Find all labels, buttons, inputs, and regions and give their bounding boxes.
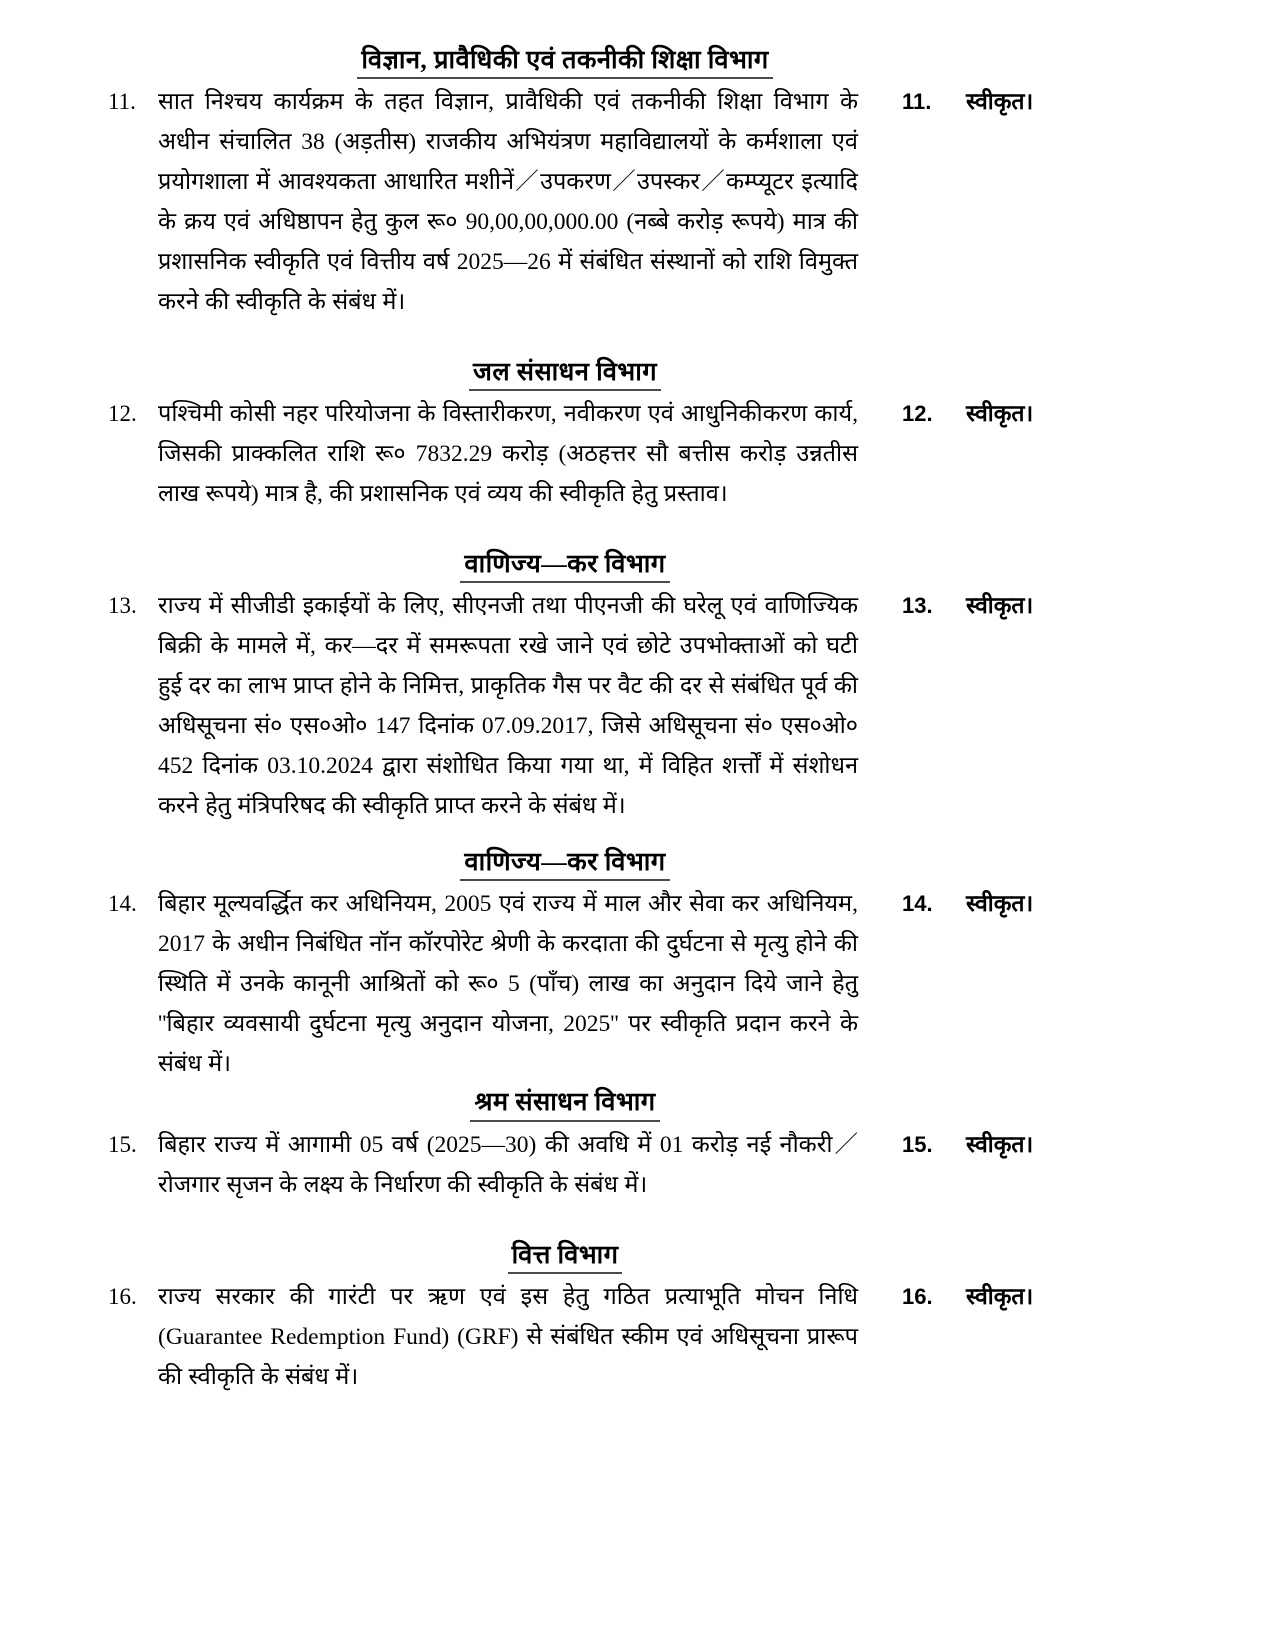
status-badge-12: स्वीकृत। xyxy=(966,401,1034,427)
status-cell-15 xyxy=(858,1125,1185,1165)
department-heading-16 xyxy=(215,1239,915,1275)
item-body-11 xyxy=(158,82,858,322)
item-number-16: 16. xyxy=(108,1283,137,1309)
item-number-11: 11. xyxy=(108,89,136,115)
status-cell-11 xyxy=(858,82,1185,122)
department-heading-11-text: विज्ञान, प्रावैधिकी एवं तकनीकी शिक्षा विभाग xyxy=(357,44,772,79)
agenda-entry-12 xyxy=(90,356,1185,514)
agenda-entry-14 xyxy=(90,846,1185,1084)
status-number-15: 15. xyxy=(902,1131,933,1157)
entry-row-13 xyxy=(90,586,1185,826)
spacer xyxy=(90,1205,1185,1239)
status-badge-15: स्वीकृत। xyxy=(966,1131,1034,1157)
item-number-15: 15. xyxy=(108,1131,137,1157)
entry-row-11 xyxy=(90,82,1185,322)
status-cell-13 xyxy=(858,586,1185,626)
department-heading-14 xyxy=(215,846,915,882)
status-number-14: 14. xyxy=(902,891,933,917)
entry-row-14 xyxy=(90,884,1185,1084)
status-badge-16: स्वीकृत। xyxy=(966,1283,1034,1309)
entry-row-15 xyxy=(90,1125,1185,1205)
item-text-14: बिहार मूल्यवर्द्धित कर अधिनियम, 2005 एवं राज्य में माल और सेवा कर अधिनियम, 2017 के अधीन निबंधित नॉन कॉरपोरेट श्रेणी के करदाता की दुर्घटना से मृत्यु होने की स्थिति में उनके कानूनी आश्रितों को रू० 5 (पाँच) लाख का अनुदान दिये जाने हेतु ''बिहार व्यवसायी दुर्घटना मृत्यु अनुदान योजना, 2025'' पर स्वीकृति प्रदान करने के संबंध में। xyxy=(158,891,858,1078)
status-cell-16 xyxy=(858,1277,1185,1317)
agenda-entry-16 xyxy=(90,1239,1185,1397)
item-body-12 xyxy=(158,394,858,514)
agenda-entry-11 xyxy=(90,44,1185,322)
department-heading-12-text: जल संसाधन विभाग xyxy=(469,356,661,391)
item-body-16 xyxy=(158,1277,858,1397)
department-heading-15-text: श्रम संसाधन विभाग xyxy=(470,1086,659,1121)
item-body-15 xyxy=(158,1125,858,1205)
item-text-15: बिहार राज्य में आगामी 05 वर्ष (2025—30) की अवधि में 01 करोड़ नई नौकरी／रोजगार सृजन के लक्ष्य के निर्धारण की स्वीकृति के संबंध में। xyxy=(158,1131,858,1198)
status-number-11: 11. xyxy=(902,89,932,115)
status-number-12: 12. xyxy=(902,401,933,427)
entry-row-12 xyxy=(90,394,1185,514)
spacer xyxy=(90,514,1185,548)
item-body-13 xyxy=(158,586,858,826)
item-text-16: राज्य सरकार की गारंटी पर ऋण एवं इस हेतु गठित प्रत्याभूति मोचन निधि (Guarantee Redemption Fund) (GRF) से संबंधित स्कीम एवं अधिसूचना प्रारूप की स्वीकृति के संबंध में। xyxy=(158,1283,858,1390)
department-heading-11 xyxy=(215,44,915,80)
status-badge-13: स्वीकृत। xyxy=(966,593,1034,619)
spacer xyxy=(90,826,1185,846)
department-heading-13-text: वाणिज्य—कर विभाग xyxy=(460,548,669,583)
item-number-14: 14. xyxy=(108,891,137,917)
item-number-13: 13. xyxy=(108,593,137,619)
item-text-13: राज्य में सीजीडी इकाईयों के लिए, सीएनजी तथा पीएनजी की घरेलू एवं वाणिज्यिक बिक्री के मामले में, कर—दर में समरूपता रखे जाने एवं छोटे उपभोक्ताओं को घटी हुई दर का लाभ प्राप्त होने के निमित्त, प्राकृतिक गैस पर वैट की दर से संबंधित पूर्व की अधिसूचना सं० एस०ओ० 147 दिनांक 07.09.2017, जिसे अधिसूचना सं० एस०ओ० 452 दिनांक 03.10.2024 द्वारा संशोधित किया गया था, में विहित शर्त्तों में संशोधन करने हेतु मंत्रिपरिषद की स्वीकृति प्राप्त करने के संबंध में। xyxy=(158,593,858,820)
department-heading-16-text: वित्त विभाग xyxy=(508,1239,623,1274)
status-cell-14 xyxy=(858,884,1185,924)
item-text-12: पश्चिमी कोसी नहर परियोजना के विस्तारीकरण, नवीकरण एवं आधुनिकीकरण कार्य, जिसकी प्राक्कलित राशि रू० 7832.29 करोड़ (अठहत्तर सौ बत्तीस करोड़ उन्नतीस लाख रूपये) मात्र है, की प्रशासनिक एवं व्यय की स्वीकृति हेतु प्रस्ताव। xyxy=(158,401,858,508)
department-heading-14-text: वाणिज्य—कर विभाग xyxy=(460,846,669,881)
status-cell-12 xyxy=(858,394,1185,434)
entry-row-16 xyxy=(90,1277,1185,1397)
spacer xyxy=(90,322,1185,356)
item-body-14 xyxy=(158,884,858,1084)
department-heading-13 xyxy=(215,548,915,584)
department-heading-15 xyxy=(215,1086,915,1122)
status-number-16: 16. xyxy=(902,1283,933,1309)
status-badge-11: स्वीकृत। xyxy=(966,89,1034,115)
item-text-11: सात निश्चय कार्यक्रम के तहत विज्ञान, प्रावैधिकी एवं तकनीकी शिक्षा विभाग के अधीन संचालित 38 (अड़तीस) राजकीय अभियंत्रण महाविद्यालयों के कर्मशाला एवं प्रयोगशाला में आवश्यकता आधारित मशीनें／उपकरण／उपस्कर／कम्प्यूटर इत्यादि के क्रय एवं अधिष्ठापन हेतु कुल रू० 90,00,00,000.00 (नब्बे करोड़ रूपये) मात्र की प्रशासनिक स्वीकृति एवं वित्तीय वर्ष 2025—26 में संबंधित संस्थानों को राशि विमुक्त करने की स्वीकृति के संबंध में। xyxy=(158,89,858,316)
status-badge-14: स्वीकृत। xyxy=(966,891,1034,917)
status-number-13: 13. xyxy=(902,593,933,619)
item-number-12: 12. xyxy=(108,401,137,427)
department-heading-12 xyxy=(215,356,915,392)
agenda-entry-15 xyxy=(90,1086,1185,1204)
agenda-entry-13 xyxy=(90,548,1185,826)
